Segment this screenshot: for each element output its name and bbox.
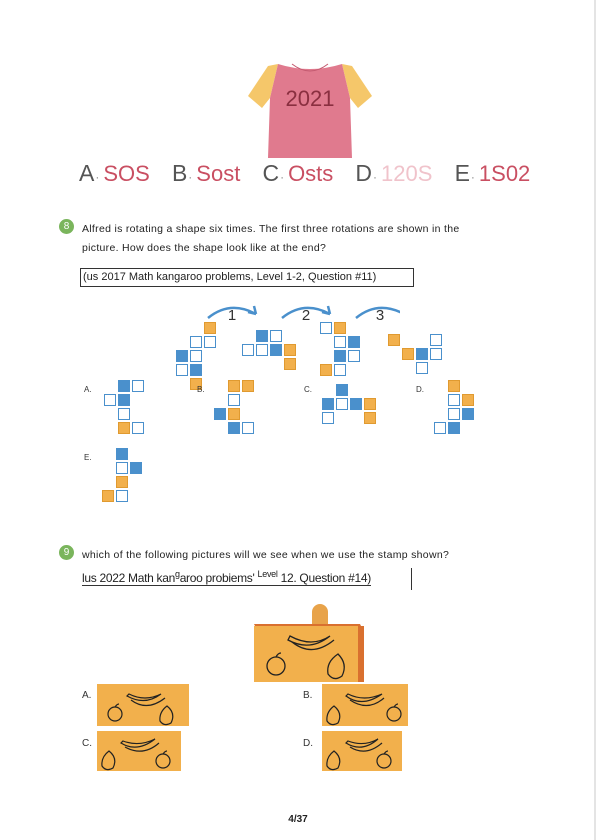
- rotation-step-3: 3: [375, 307, 385, 324]
- grid-cell: [320, 364, 332, 376]
- grid-cell: [116, 490, 128, 502]
- option-value-b: Sost: [196, 161, 241, 186]
- grid-cell: [350, 398, 362, 410]
- q9-source-bar: [411, 568, 412, 590]
- page-number: 4/37: [288, 814, 308, 825]
- grid-cell: [102, 490, 114, 502]
- grid-cell: [462, 408, 474, 420]
- question-8-source: (us 2017 Math kangaroo problems, Level 1-2, Question #11): [80, 268, 414, 287]
- option-letter-b: B: [171, 160, 188, 186]
- grid-cell: [434, 422, 446, 434]
- grid-cell: [348, 336, 360, 348]
- grid-cell: [416, 362, 428, 374]
- option-value-d: 120S: [381, 161, 433, 186]
- rotation-step-1: 1: [227, 307, 237, 324]
- rotation-step-2: 2: [301, 307, 311, 324]
- grid-cell: [204, 322, 216, 334]
- grid-cell: [336, 384, 348, 396]
- grid-cell: [270, 330, 282, 342]
- grid-cell: [190, 364, 202, 376]
- grid-cell: [190, 336, 202, 348]
- grid-cell: [228, 380, 240, 392]
- grid-cell: [214, 408, 226, 420]
- grid-cell: [416, 348, 428, 360]
- grid-cell: [118, 408, 130, 420]
- grid-cell: [256, 344, 268, 356]
- grid-cell: [104, 394, 116, 406]
- grid-cell: [284, 358, 296, 370]
- grid-cell: [448, 380, 460, 392]
- q9-source-level: Level: [257, 569, 278, 579]
- question-8-number-badge: 8: [59, 219, 74, 234]
- grid-cell: [364, 412, 376, 424]
- q9-option-a-image: [97, 684, 189, 726]
- grid-cell: [132, 380, 144, 392]
- option-value-a: SOS: [103, 161, 150, 186]
- option-value-c: Osts: [288, 161, 334, 186]
- answer-options-row: A· SOS B· Sost C· Osts D· 120S E· 1S02: [79, 160, 531, 186]
- grid-cell: [204, 336, 216, 348]
- grid-cell: [242, 380, 254, 392]
- grid-cell: [118, 394, 130, 406]
- grid-cell: [334, 322, 346, 334]
- rotation-arrows: [200, 300, 400, 330]
- grid-cell: [402, 348, 414, 360]
- grid-cell: [132, 422, 144, 434]
- q9-source-part-a: lus 2022 Math kan: [82, 571, 175, 585]
- q8-option-e-label: E.: [84, 453, 92, 462]
- grid-cell: [334, 336, 346, 348]
- option-letter-d: D: [355, 160, 373, 186]
- grid-cell: [176, 364, 188, 376]
- q9-source-part-b: aroo probiems': [179, 571, 258, 585]
- grid-cell: [130, 462, 142, 474]
- grid-cell: [334, 364, 346, 376]
- option-letter-c: C: [262, 160, 280, 186]
- grid-cell: [364, 398, 376, 410]
- q8-option-c-label: C.: [304, 385, 312, 394]
- question-9-text: which of the following pictures will we see when we use the stamp shown?: [82, 549, 450, 561]
- q8-option-d-label: D.: [416, 385, 424, 394]
- grid-cell: [228, 408, 240, 420]
- grid-cell: [430, 334, 442, 346]
- grid-cell: [388, 334, 400, 346]
- q9-option-b-label: B.: [303, 690, 313, 701]
- q9-source-part-d: 12. Question #14): [277, 571, 371, 585]
- grid-cell: [242, 422, 254, 434]
- shirt-year-text: 2021: [285, 86, 335, 111]
- q8-option-b-label: B.: [197, 385, 205, 394]
- grid-cell: [190, 350, 202, 362]
- question-8-line-2: picture. How does the shape look like at the end?: [82, 242, 327, 254]
- grid-cell: [462, 394, 474, 406]
- grid-cell: [430, 348, 442, 360]
- stamp-image: [250, 602, 366, 684]
- question-8-line-1: Alfred is rotating a shape six times. The first three rotations are shown in the: [82, 223, 460, 235]
- q8-option-a-label: A.: [84, 385, 92, 394]
- grid-cell: [322, 412, 334, 424]
- grid-cell: [448, 394, 460, 406]
- option-value-e: 1S02: [478, 161, 531, 186]
- grid-cell: [116, 462, 128, 474]
- option-letter-a: A: [79, 160, 95, 186]
- grid-cell: [256, 330, 268, 342]
- grid-cell: [270, 344, 282, 356]
- grid-cell: [322, 398, 334, 410]
- q9-option-b-image: [322, 684, 408, 726]
- q9-option-d-image: [322, 731, 402, 771]
- shirt-image: [248, 60, 372, 160]
- q9-option-c-image: [97, 731, 181, 771]
- grid-cell: [334, 350, 346, 362]
- question-9-source: [82, 569, 371, 586]
- option-letter-e: E: [454, 160, 470, 186]
- grid-cell: [118, 380, 130, 392]
- grid-cell: [348, 350, 360, 362]
- grid-cell: [448, 408, 460, 420]
- grid-cell: [284, 344, 296, 356]
- grid-cell: [116, 448, 128, 460]
- grid-cell: [228, 394, 240, 406]
- question-9-number-badge: 9: [59, 545, 74, 560]
- q9-option-a-label: A.: [82, 690, 92, 701]
- question-8-text: [82, 220, 502, 258]
- grid-cell: [448, 422, 460, 434]
- grid-cell: [242, 344, 254, 356]
- grid-cell: [116, 476, 128, 488]
- q9-option-c-label: C.: [82, 738, 92, 749]
- grid-cell: [336, 398, 348, 410]
- q9-option-d-label: D.: [303, 738, 313, 749]
- grid-cell: [176, 350, 188, 362]
- grid-cell: [118, 422, 130, 434]
- grid-cell: [320, 322, 332, 334]
- grid-cell: [228, 422, 240, 434]
- q9-source-sup: g: [174, 569, 180, 579]
